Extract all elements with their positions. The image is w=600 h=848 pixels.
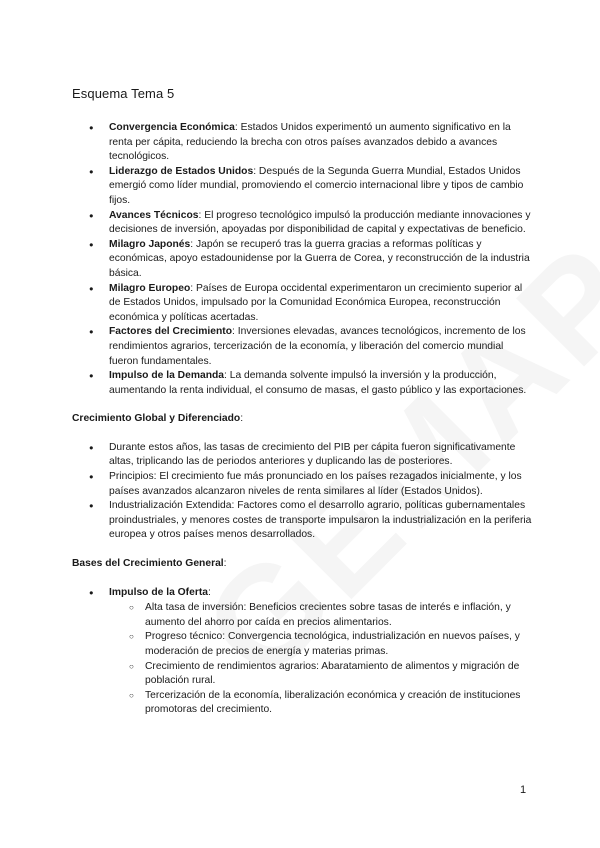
item-text: : La demanda solvente impulsó la inversión y la producción, aumentando la renta individual, el consumo de masas, el gasto público y las exportaciones. bbox=[109, 370, 527, 396]
document-body bbox=[72, 121, 532, 718]
item-term: Milagro Europeo bbox=[109, 282, 191, 294]
item-text: : Después de la Segunda Guerra Mundial, Estados Unidos emergió como líder mundial, promoviendo el comercio internacional libre y tipos de cambio fijos. bbox=[109, 165, 524, 206]
intro-list bbox=[72, 121, 532, 398]
item-term: Impulso de la Demanda bbox=[109, 370, 225, 382]
list-item bbox=[72, 121, 532, 165]
sub-list-item: ○ Alta tasa de inversión: Beneficios crecientes sobre tasas de interés e inflación, y aumento del ahorro por caída en precios alimentarios. bbox=[109, 601, 532, 630]
sub-list-item: ○ Crecimiento de rendimientos agrarios: Abaratamiento de alimentos y migración de población rural. bbox=[109, 660, 532, 689]
item-term: Convergencia Económica bbox=[109, 122, 235, 133]
section-heading-bases: Bases del Crecimiento General: bbox=[72, 558, 227, 570]
section-heading-global: Crecimiento Global y Diferenciado: bbox=[72, 413, 244, 425]
item-text: : El progreso tecnológico impulsó la producción mediante innovaciones y decisiones de inversión, apoyadas por disponibilidad de capital y expectativas de beneficio. bbox=[109, 209, 531, 236]
item-text: : Inversiones elevadas, avances tecnológicos, incremento de los rendimientos agrarios, tercerización de la economía, y liberación del comercio mundial fueron fundamentales. bbox=[109, 326, 526, 367]
document-title: Esquema Tema 5 bbox=[72, 86, 175, 101]
sub-list-item: ○ Progreso técnico: Convergencia tecnológica, industrialización en nuevos países, y moderación de precios de energía y materias primas. bbox=[109, 630, 532, 659]
bases-list bbox=[72, 586, 532, 718]
sub-list bbox=[109, 601, 532, 718]
list-item bbox=[72, 238, 532, 282]
global-list bbox=[72, 441, 532, 543]
list-item bbox=[72, 325, 532, 369]
list-item: ● Impulso de la Oferta: ○ Alta tasa de inversión: Beneficios crecientes sobre tasas de interés e inflación, y aumento del ahorro por caída en precios alimentarios. ○ Progreso técnico: Convergencia tecnológica, industrialización en nuevos países, y moderación de precios de energía y materias primas. ○ Crecimiento de rendimientos agrarios: Abaratamiento de alimentos y migración de población rural. ○ Tercerización de la economía, liberalización económica y creación de instituciones promotoras del crecimiento. bbox=[72, 586, 532, 718]
list-item: ● Durante estos años, las tasas de crecimiento del PIB per cápita fueron significativamente altas, triplicando las de periodos anteriores y duplicando las de posteriores. bbox=[72, 441, 532, 470]
item-text: : Japón se recuperó tras la guerra gracias a reformas políticas y económicas, apoyo estadounidense por la Guerra de Corea, y reconstrucción de la industria básica. bbox=[109, 238, 530, 279]
item-text: : Países de Europa occidental experimentaron un crecimiento superior al de Estados Unidos, impulsado por la Comunidad Económica Europea, reconstrucción económica y políticas acertadas. bbox=[109, 282, 523, 323]
list-item: ● Principios: El crecimiento fue más pronunciado en los países rezagados inicialmente, y los países avanzados alcanzaron niveles de renta similares al líder (Estados Unidos). bbox=[72, 470, 532, 499]
list-item: ● Industrialización Extendida: Factores como el desarrollo agrario, políticas gubernamentales proindustriales, y menores costes de transporte impulsaron la industrialización en la periferia europea y otros países menos desarrollados. bbox=[72, 499, 532, 543]
item-term: Avances Técnicos bbox=[109, 209, 199, 221]
item-term: Milagro Japonés bbox=[109, 238, 191, 250]
sub-list-item: ○ Tercerización de la economía, liberalización económica y creación de instituciones promotoras del crecimiento. bbox=[109, 689, 532, 718]
item-term: Impulso de la Oferta bbox=[109, 586, 208, 598]
list-item bbox=[72, 165, 532, 209]
list-item bbox=[72, 369, 532, 398]
page-number: 1 bbox=[520, 784, 527, 796]
item-term: Factores del Crecimiento bbox=[109, 326, 233, 338]
item-text: : Estados Unidos experimentó un aumento significativo en la renta per cápita, reduciendo la brecha con otros países avanzados debido a avances tecnológicos. bbox=[109, 122, 511, 163]
list-item bbox=[72, 282, 532, 326]
list-item bbox=[72, 209, 532, 238]
item-term: Liderazgo de Estados Unidos bbox=[109, 165, 254, 177]
